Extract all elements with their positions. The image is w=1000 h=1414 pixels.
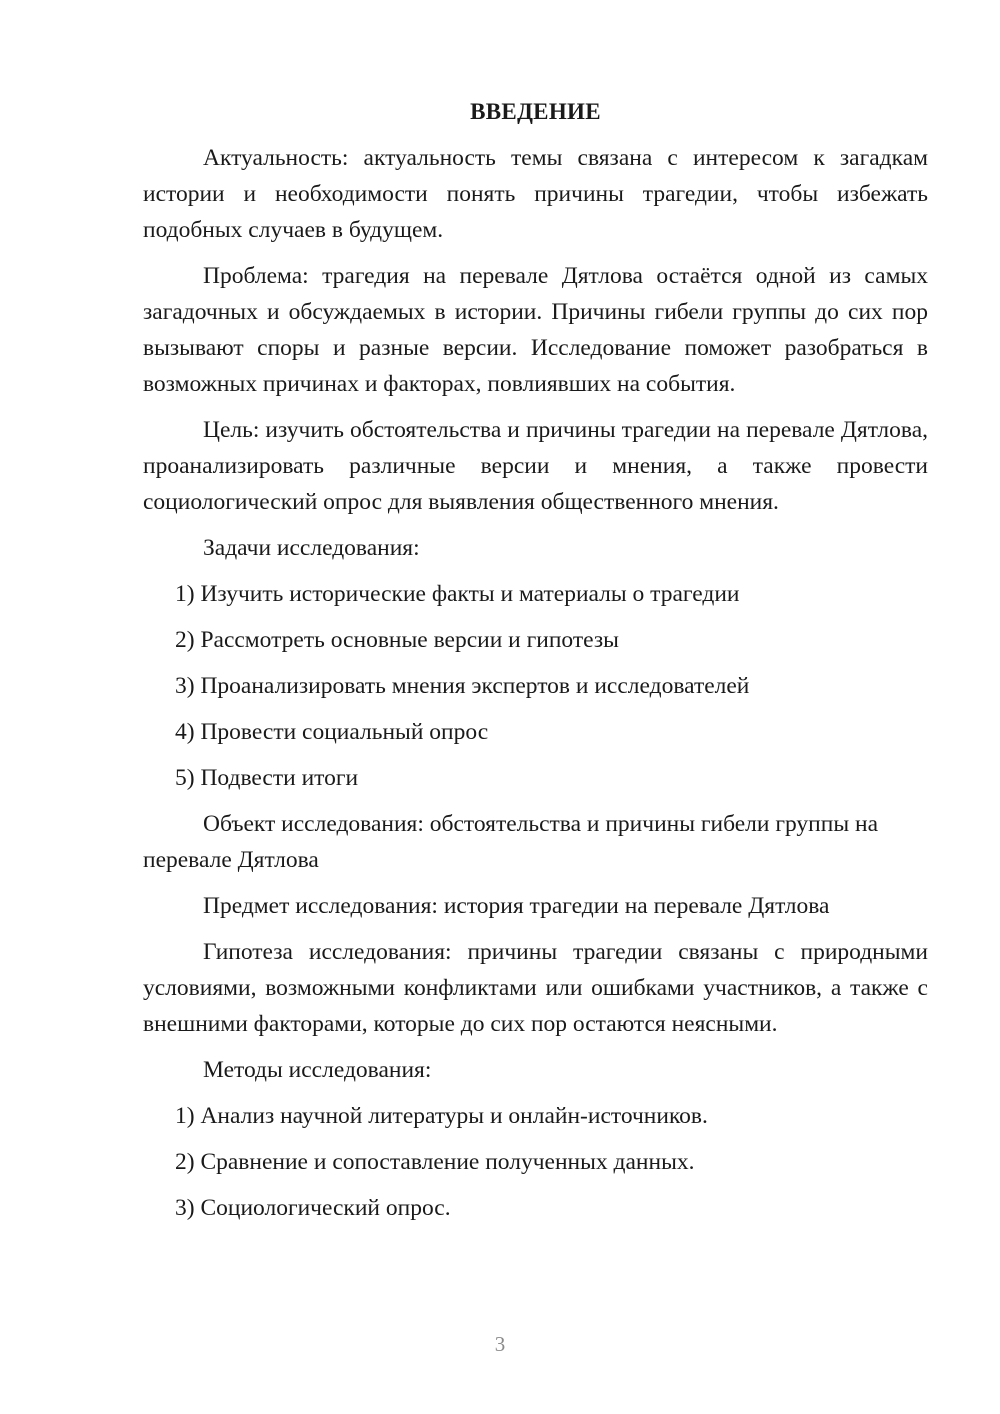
list-item: 3) Проанализировать мнения экспертов и исследователей (175, 673, 750, 699)
list-item: 5) Подвести итоги (175, 765, 359, 791)
list-item: 4) Провести социальный опрос (175, 719, 489, 745)
page-number: 3 (494, 1332, 506, 1356)
list-item: 1) Анализ научной литературы и онлайн-источников. (175, 1103, 708, 1129)
tasks-title: Задачи исследования: (203, 535, 420, 561)
paragraph-subject: Предмет исследования: история трагедии на перевале Дятлова (203, 893, 830, 919)
list-item: 2) Рассмотреть основные версии и гипотезы (175, 627, 619, 653)
paragraph-goal: Цель: изучить обстоятельства и причины трагедии на перевале Дятлова, проанализировать различные версии и мнения, а также провести социологический опрос для выявления общественного мнения. (143, 417, 928, 515)
list-item: 3) Социологический опрос. (175, 1195, 451, 1221)
paragraph-hypothesis: Гипотеза исследования: причины трагедии связаны с природными условиями, возможными конфликтами или ошибками участников, а также с внешними факторами, которые до сих пор остаются неясными. (143, 939, 928, 1037)
paragraph-relevance: Актуальность: актуальность темы связана с интересом к загадкам истории и необходимости понять причины трагедии, чтобы избежать подобных случаев в будущем. (143, 145, 928, 243)
paragraph-problem: Проблема: трагедия на перевале Дятлова остаётся одной из самых загадочных и обсуждаемых в истории. Причины гибели группы до сих пор вызывают споры и разные версии. Исследование поможет разобраться в возможных причинах и факторах, повлиявших на события. (143, 263, 928, 397)
methods-list (143, 1098, 928, 1226)
tasks-list (143, 576, 928, 796)
methods-title: Методы исследования: (203, 1057, 432, 1083)
paragraph-object: Объект исследования: обстоятельства и причины гибели группы на перевале Дятлова (143, 811, 879, 873)
section-heading: ВВЕДЕНИЕ (470, 99, 601, 124)
page-content (143, 94, 928, 1236)
list-item: 1) Изучить исторические факты и материалы о трагедии (175, 581, 740, 607)
list-item: 2) Сравнение и сопоставление полученных данных. (175, 1149, 695, 1175)
